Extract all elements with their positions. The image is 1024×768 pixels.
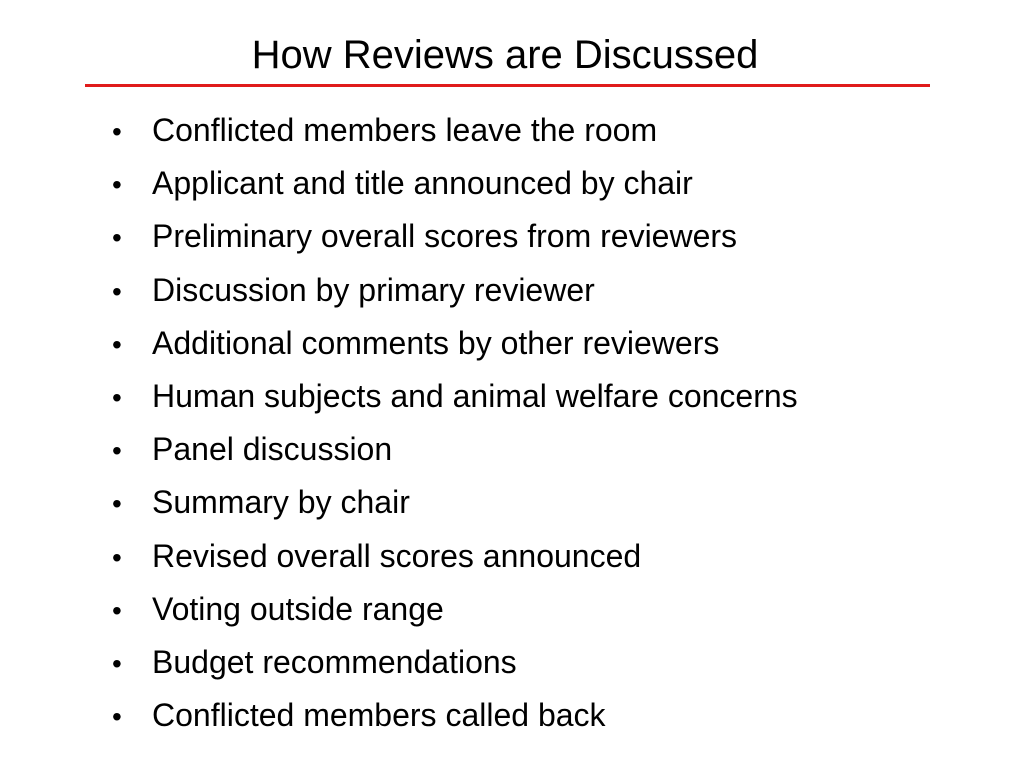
- bullet-text: Applicant and title announced by chair: [152, 165, 693, 202]
- bullet-item: [112, 583, 798, 636]
- bullet-icon: •: [112, 435, 122, 467]
- bullet-icon: •: [112, 701, 122, 733]
- bullet-icon: •: [112, 647, 122, 679]
- bullet-text: Human subjects and animal welfare concerns: [152, 377, 798, 414]
- bullet-icon: •: [112, 169, 122, 201]
- bullet-item: [112, 317, 798, 370]
- bullet-item: [112, 636, 798, 689]
- bullet-text: Conflicted members leave the room: [152, 112, 658, 148]
- title-underline: [85, 84, 930, 87]
- bullet-text: Voting outside range: [152, 590, 444, 627]
- bullet-icon: •: [112, 116, 122, 147]
- bullet-icon: •: [112, 222, 122, 254]
- bullet-text: Additional comments by other reviewers: [152, 324, 720, 361]
- bullet-text: Budget recommendations: [152, 643, 517, 680]
- bullet-text: Panel discussion: [152, 431, 393, 468]
- bullet-icon: •: [112, 488, 122, 520]
- bullet-item: [112, 530, 798, 583]
- bullet-icon: •: [112, 381, 122, 413]
- bullet-item: [112, 370, 798, 423]
- bullet-item: [112, 157, 798, 210]
- bullet-text: Revised overall scores announced: [152, 537, 642, 574]
- bullet-icon: •: [112, 275, 122, 307]
- bullet-text: Preliminary overall scores from reviewers: [152, 218, 738, 255]
- bullet-icon: •: [112, 328, 122, 360]
- bullet-item: [112, 423, 798, 476]
- bullet-text: Discussion by primary reviewer: [152, 271, 595, 308]
- bullet-list: [112, 104, 798, 742]
- bullet-text: Summary by chair: [152, 484, 410, 521]
- bullet-item: [112, 210, 798, 263]
- bullet-item: [112, 104, 798, 157]
- bullet-icon: •: [112, 594, 122, 626]
- bullet-item: [112, 476, 798, 529]
- bullet-item: [112, 264, 798, 317]
- bullet-text: Conflicted members called back: [152, 697, 606, 734]
- bullet-item: [112, 689, 798, 742]
- slide-title: How Reviews are Discussed: [251, 33, 759, 77]
- bullet-icon: •: [112, 541, 122, 573]
